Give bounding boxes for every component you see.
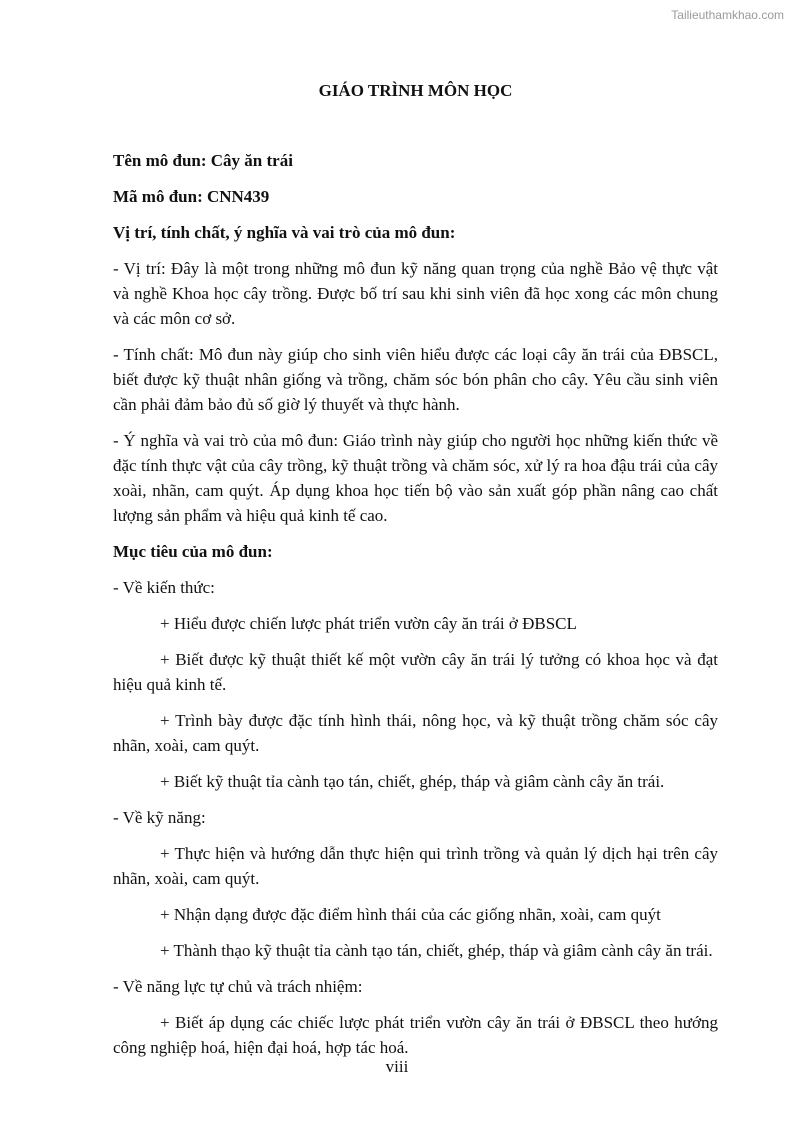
page-title: GIÁO TRÌNH MÔN HỌC bbox=[318, 81, 513, 100]
position-heading: Vị trí, tính chất, ý nghĩa và vai trò của mô đun: bbox=[113, 223, 456, 242]
knowledge-item: + Hiểu được chiến lược phát triển vườn cây ăn trái ở ĐBSCL bbox=[160, 614, 577, 633]
meaning-paragraph: - Ý nghĩa và vai trò của mô đun: Giáo trình này giúp cho người học những kiến thức về đặc tính thực vật của cây trồng, kỹ thuật trồng và chăm sóc, xử lý ra hoa đậu trái của cây xoài, nhãn, cam quýt. Áp dụng khoa học tiến bộ vào sản xuất góp phần nâng cao chất lượng sản phẩm và hiệu quả kinh tế cao. bbox=[113, 431, 718, 525]
knowledge-label: - Về kiến thức: bbox=[113, 578, 215, 597]
module-name-heading: Tên mô đun: Cây ăn trái bbox=[113, 151, 293, 170]
module-code-heading: Mã mô đun: CNN439 bbox=[113, 187, 270, 206]
knowledge-item: + Trình bày được đặc tính hình thái, nông học, và kỹ thuật trồng chăm sóc cây nhãn, xoài, cam quýt. bbox=[113, 711, 718, 755]
knowledge-item: + Biết kỹ thuật tỉa cành tạo tán, chiết, ghép, tháp và giâm cành cây ăn trái. bbox=[160, 772, 665, 791]
nature-paragraph: - Tính chất: Mô đun này giúp cho sinh viên hiểu được các loại cây ăn trái của ĐBSCL, biết được kỹ thuật nhân giống và trồng, chăm sóc bón phân cho cây. Yêu cầu sinh viên cần phải đảm bảo đủ số giờ lý thuyết và thực hành. bbox=[113, 345, 718, 414]
document-page bbox=[113, 78, 718, 1071]
autonomy-label: - Về năng lực tự chủ và trách nhiệm: bbox=[113, 977, 363, 996]
skills-item: + Thực hiện và hướng dẫn thực hiện qui trình trồng và quản lý dịch hại trên cây nhãn, xoài, cam quýt. bbox=[113, 844, 718, 888]
objectives-heading: Mục tiêu của mô đun: bbox=[113, 542, 273, 561]
position-paragraph: - Vị trí: Đây là một trong những mô đun kỹ năng quan trọng của nghề Bảo vệ thực vật và nghề Khoa học cây trồng. Được bố trí sau khi sinh viên đã học xong các môn chung và các môn cơ sở. bbox=[113, 259, 718, 328]
autonomy-item: + Biết áp dụng các chiếc lược phát triển vườn cây ăn trái ở ĐBSCL theo hướng công nghiệp hoá, hiện đại hoá, hợp tác hoá. bbox=[113, 1013, 718, 1057]
skills-label: - Về kỹ năng: bbox=[113, 808, 206, 827]
page-number: viii bbox=[385, 1057, 409, 1076]
watermark: Tailieuthamkhao.com bbox=[671, 8, 784, 22]
skills-item: + Nhận dạng được đặc điểm hình thái của các giống nhãn, xoài, cam quýt bbox=[160, 905, 661, 924]
knowledge-item: + Biết được kỹ thuật thiết kế một vườn cây ăn trái lý tưởng có khoa học và đạt hiệu quả kinh tế. bbox=[113, 650, 718, 694]
skills-item: + Thành thạo kỹ thuật tỉa cành tạo tán, chiết, ghép, tháp và giâm cành cây ăn trái. bbox=[160, 941, 713, 960]
